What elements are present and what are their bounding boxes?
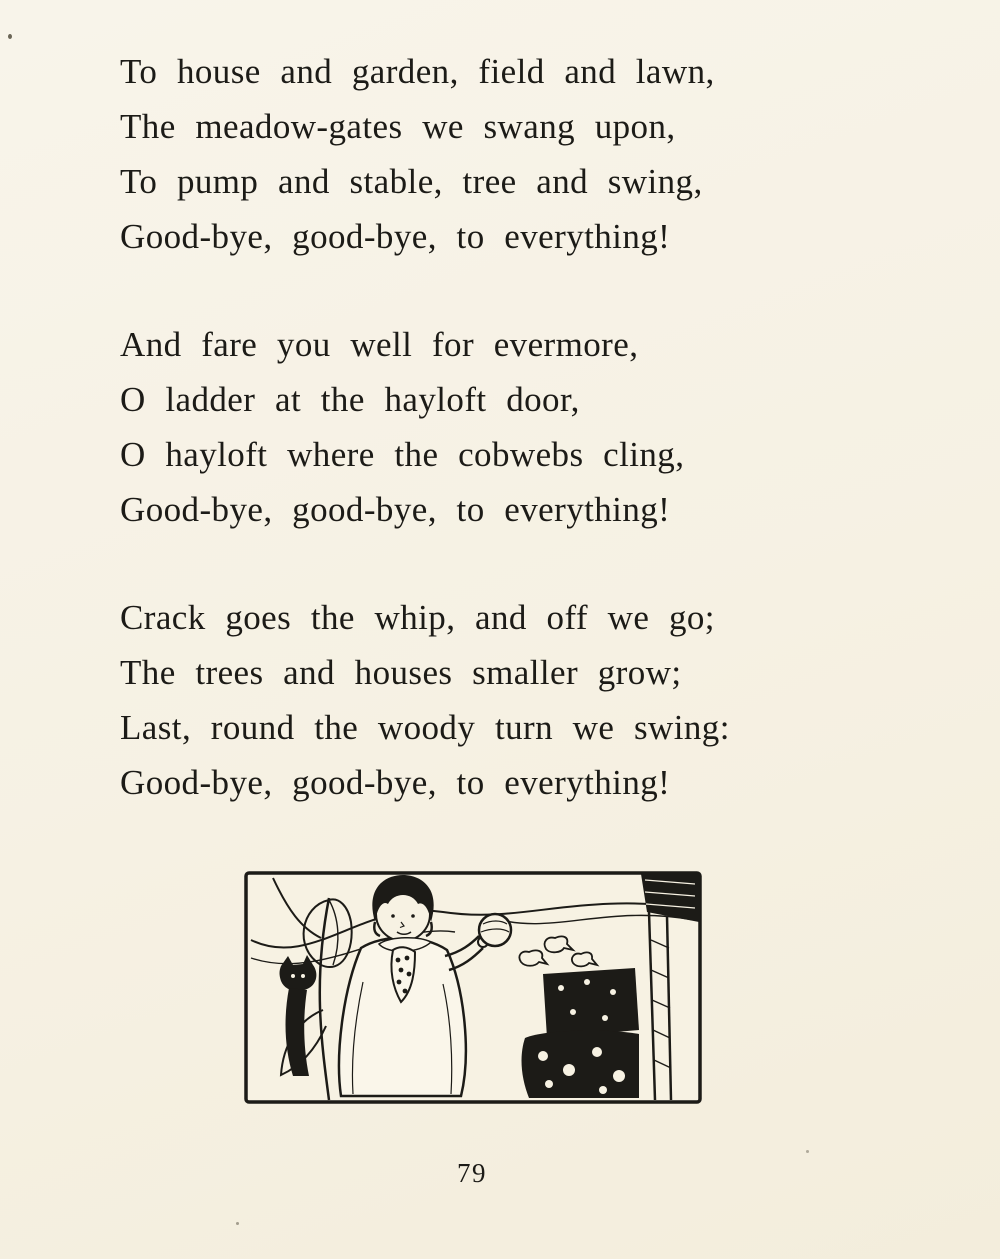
poem-line: O ladder at the hayloft door, — [120, 380, 580, 419]
poem-line: And fare you well for evermore, — [120, 325, 639, 364]
scan-speck — [8, 34, 12, 39]
poem — [120, 44, 730, 863]
poem-stanza-3 — [120, 590, 730, 810]
poem-line: To pump and stable, tree and swing, — [120, 162, 703, 201]
poem-line: O hayloft where the cobwebs cling, — [120, 435, 685, 474]
poem-line: The meadow-gates we swang upon, — [120, 107, 676, 146]
poem-line: Crack goes the whip, and off we go; — [120, 598, 715, 637]
poem-line: The trees and houses smaller grow; — [120, 653, 682, 692]
poem-line: Good-bye, good-bye, to everything! — [120, 490, 671, 529]
child-illustration — [243, 870, 703, 1105]
page-number: 79 — [457, 1158, 487, 1188]
child-illustration-drawing — [243, 870, 703, 1105]
poem-stanza-2 — [120, 317, 730, 537]
scan-speck — [806, 1150, 809, 1153]
poem-line: Good-bye, good-bye, to everything! — [120, 217, 671, 256]
poem-stanza-1 — [120, 44, 730, 264]
poem-line: Good-bye, good-bye, to everything! — [120, 763, 671, 802]
poem-line: To house and garden, field and lawn, — [120, 52, 715, 91]
poem-line: Last, round the woody turn we swing: — [120, 708, 730, 747]
scan-speck — [236, 1222, 239, 1225]
